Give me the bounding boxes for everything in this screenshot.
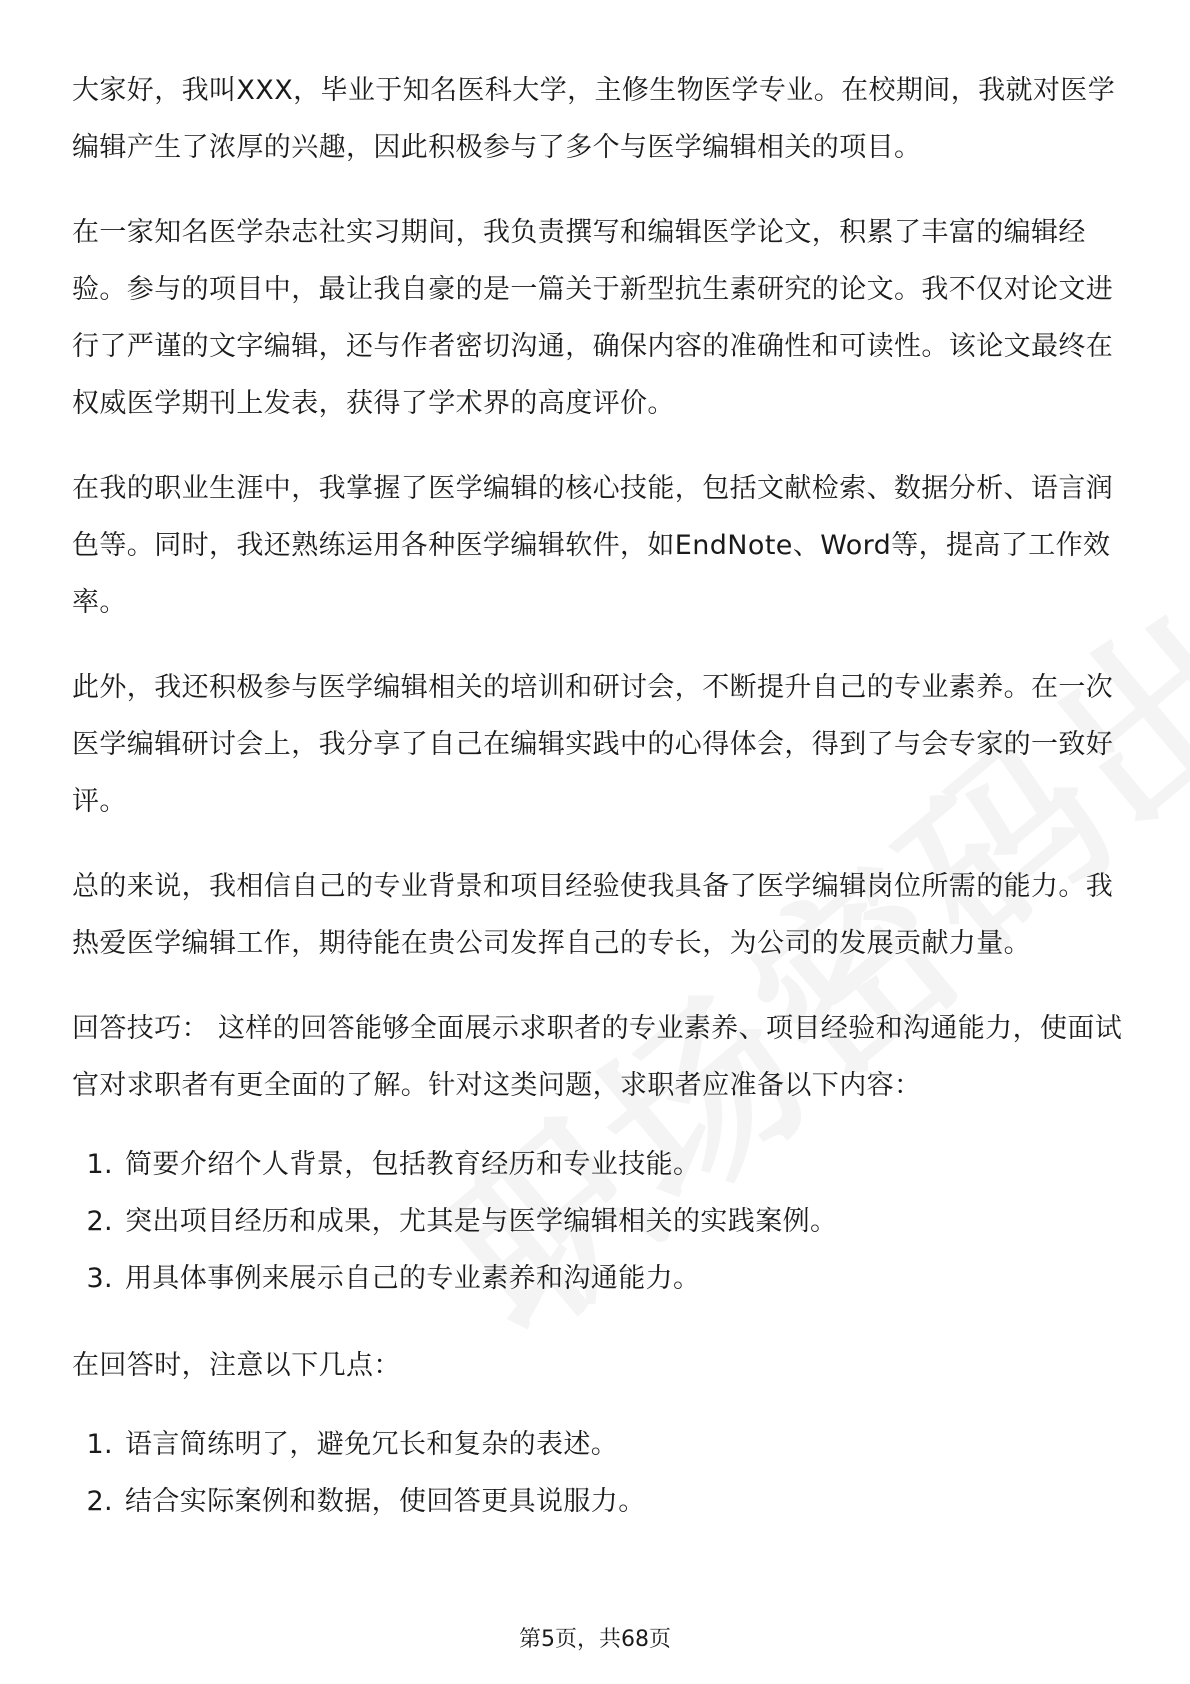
- paragraph-notes-heading: 在回答时，注意以下几点：: [72, 1350, 401, 1381]
- list-item: [72, 1416, 1132, 1473]
- list-item-text: 简要介绍个人背景，包括教育经历和专业技能。: [125, 1149, 701, 1180]
- paragraph-summary: 总的来说，我相信自己的专业背景和项目经验使我具备了医学编辑岗位所需的能力。我热爱医学编辑工作，期待能在贵公司发挥自己的专长，为公司的发展贡献力量。: [72, 871, 1114, 959]
- preparation-list: [72, 1136, 1132, 1307]
- paragraph-tips: 回答技巧： 这样的回答能够全面展示求职者的专业素养、项目经验和沟通能力，使面试官对求职者有更全面的了解。针对这类问题，求职者应准备以下内容：: [72, 1013, 1123, 1101]
- list-item-number: 1.: [86, 1429, 113, 1460]
- list-item-text: 结合实际案例和数据，使回答更具说服力。: [125, 1486, 646, 1517]
- list-item-text: 用具体事例来展示自己的专业素养和沟通能力。: [125, 1263, 701, 1294]
- page-number: 第5页，共68页: [519, 1627, 671, 1652]
- list-item-number: 1.: [86, 1149, 113, 1180]
- list-item-number: 2.: [86, 1486, 113, 1517]
- list-item-number: 3.: [86, 1263, 113, 1294]
- list-item-number: 2.: [86, 1206, 113, 1237]
- list-item-text: 语言简练明了，避免冗长和复杂的表述。: [125, 1429, 619, 1460]
- notes-list: [72, 1416, 1132, 1530]
- list-item: [72, 1250, 1132, 1307]
- list-item: [72, 1193, 1132, 1250]
- list-item: [72, 1473, 1132, 1530]
- document-body: [72, 62, 1132, 1560]
- paragraph-intro: 大家好，我叫XXX，毕业于知名医科大学，主修生物医学专业。在校期间，我就对医学编辑产生了浓厚的兴趣，因此积极参与了多个与医学编辑相关的项目。: [72, 75, 1116, 163]
- list-item-text: 突出项目经历和成果，尤其是与医学编辑相关的实践案例。: [125, 1206, 838, 1237]
- paragraph-training: 此外，我还积极参与医学编辑相关的培训和研讨会，不断提升自己的专业素养。在一次医学编辑研讨会上，我分享了自己在编辑实践中的心得体会，得到了与会专家的一致好评。: [72, 672, 1114, 817]
- paragraph-skills: 在我的职业生涯中，我掌握了医学编辑的核心技能，包括文献检索、数据分析、语言润色等。同时，我还熟练运用各种医学编辑软件，如EndNote、Word等，提高了工作效率。: [72, 473, 1114, 618]
- list-item: [72, 1136, 1132, 1193]
- paragraph-internship: 在一家知名医学杂志社实习期间，我负责撰写和编辑医学论文，积累了丰富的编辑经验。参与的项目中，最让我自豪的是一篇关于新型抗生素研究的论文。我不仅对论文进行了严谨的文字编辑，还与作者密切沟通，确保内容的准确性和可读性。该论文最终在权威医学期刊上发表，获得了学术界的高度评价。: [72, 217, 1114, 419]
